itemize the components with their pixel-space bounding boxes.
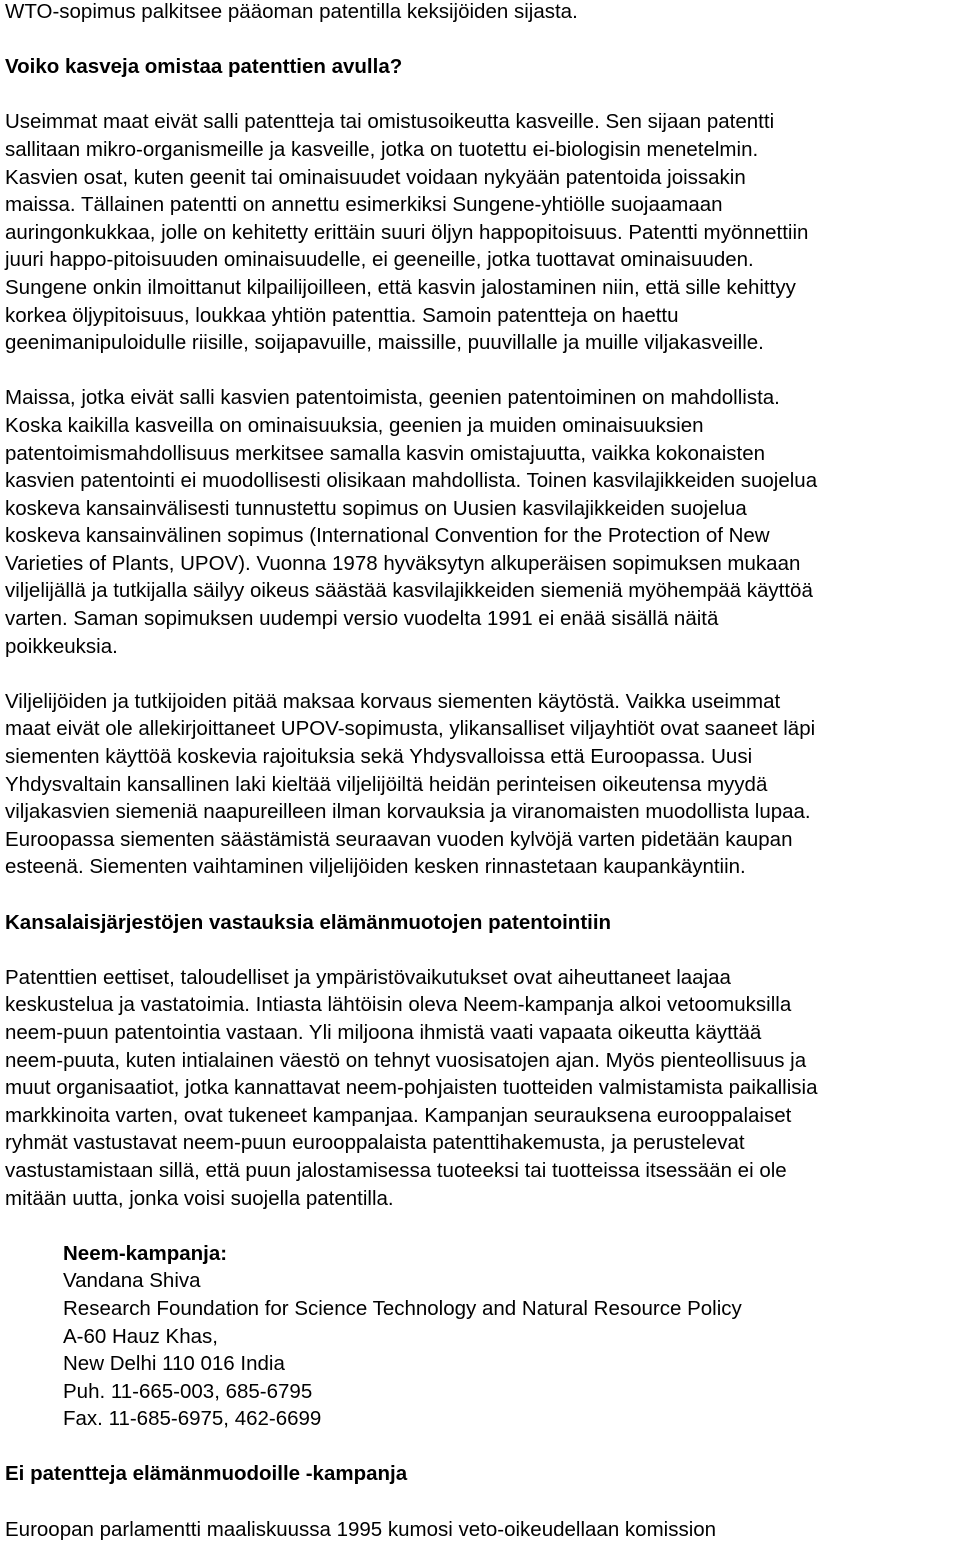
text-line: patentoimismahdollisuus merkitsee samalla kasvin omistajuutta, vaikka kokonaisten <box>5 441 765 465</box>
contact-heading: Neem-kampanja: <box>63 1241 228 1265</box>
text-line: Varieties of Plants, UPOV). Vuonna 1978 hyväksytyn alkuperäisen sopimuksen mukaan <box>5 551 801 575</box>
text-line: maat eivät ole allekirjoittaneet UPOV-sopimusta, ylikansalliset viljayhtiöt ovat saaneet läpi <box>5 717 816 741</box>
text-line: Kasvien osat, kuten geenit tai ominaisuudet voidaan nykyään patentoida joissakin <box>5 165 746 189</box>
text-line: Useimmat maat eivät salli patentteja tai omistusoikeutta kasveille. Sen sijaan patentti <box>5 110 775 134</box>
text-line: Euroopan parlamentti maaliskuussa 1995 kumosi veto-oikeudellaan komission <box>5 1517 717 1541</box>
contact-phone: Puh. 11-665-003, 685-6795 <box>63 1379 313 1403</box>
text-line: Viljelijöiden ja tutkijoiden pitää maksaa korvaus siementen käytöstä. Vaikka useimmat <box>5 689 781 713</box>
text-line: koskeva kansainvälinen sopimus (International Convention for the Protection of New <box>5 524 770 548</box>
text-line: Yhdysvaltain kansallinen laki kieltää viljelijöiltä heidän perinteisen oikeutensa myydä <box>5 772 768 796</box>
contact-organization: Research Foundation for Science Technology and Natural Resource Policy <box>63 1296 742 1320</box>
text-line: geenimanipuloidulle riisille, soijapavuille, maissille, puuvillalle ja muille viljakasveille. <box>5 331 764 355</box>
text-line: kasvien patentointi ei muodollisesti olisikaan mahdollista. Toinen kasvilajikkeiden suojelua <box>5 469 818 493</box>
text-line: mitään uutta, jonka voisi suojella patentilla. <box>5 1186 394 1210</box>
text-line: esteenä. Siementen vaihtaminen viljelijöiden kesken rinnastetaan kaupankäyntiin. <box>5 855 746 879</box>
contact-fax: Fax. 11-685-6975, 462-6699 <box>63 1407 322 1431</box>
text-line: sallitaan mikro-organismeille ja kasveille, jotka on tuotettu ei-biologisin menetelmin. <box>5 137 759 161</box>
spacer <box>5 357 955 385</box>
text-line: juuri happo-pitoisuuden ominaisuudelle, ei geeneille, jotka tuottavat ominaisuuden. <box>5 248 754 272</box>
contact-city: New Delhi 110 016 India <box>63 1352 285 1376</box>
contact-address: A-60 Hauz Khas, <box>63 1324 218 1348</box>
text-line: neem-puuta, kuten intialainen väestö on tehnyt vuosisatojen ajan. Myös pienteollisuus ja <box>5 1048 807 1072</box>
document-page <box>5 0 955 1543</box>
text-line: Koska kaikilla kasveilla on ominaisuuksia, geenien ja muiden ominaisuuksien <box>5 413 704 437</box>
text-line: viljakasvien siemeniä naapureilleen ilman korvauksia ja viranomaisten muodollista lupaa. <box>5 800 811 824</box>
text-line: poikkeuksia. <box>5 634 118 658</box>
spacer <box>5 660 955 688</box>
text-line: neem-puun patentointia vastaan. Yli miljoona ihmistä vaati vapaata oikeutta käyttää <box>5 1020 762 1044</box>
contact-name: Vandana Shiva <box>63 1269 201 1293</box>
intro-sentence: WTO-sopimus palkitsee pääoman patentilla keksijöiden sijasta. <box>5 0 578 23</box>
text-line: vastustamistaan sillä, että puun jalostamisessa tuoteeksi tai tuotteissa itsessään ei ole <box>5 1158 787 1182</box>
paragraph-seed-fees <box>5 688 955 881</box>
text-line: Patenttien eettiset, taloudelliset ja ympäristövaikutukset ovat aiheuttaneet laajaa <box>5 965 731 989</box>
text-line: maissa. Tällainen patentti on annettu esimerkiksi Sungene-yhtiölle suojaamaan <box>5 193 723 217</box>
text-line: Sungene onkin ilmoittanut kilpailijoilleen, että kasvin jalostaminen niin, että sille kehittyy <box>5 275 796 299</box>
text-line: viljelijällä ja tutkijalla säilyy oikeus säästää kasvilajikkeiden siemeniä myöhempää käyttöä <box>5 579 813 603</box>
text-line: ryhmät vastustavat neem-puun eurooppalaista patenttihakemusta, ja perustelevat <box>5 1131 745 1155</box>
paragraph-neem <box>5 964 955 1212</box>
text-line: korkea öljypitoisuus, loukkaa yhtiön patenttia. Samoin patentteja on haettu <box>5 303 679 327</box>
text-line: auringonkukkaa, jolle on kehitetty erittäin suuri öljyn happopitoisuus. Patentti myönnettiin <box>5 220 809 244</box>
text-line: muut organisaatiot, jotka kannattavat neem-pohjaisten tuotteiden valmistamista paikallisia <box>5 1076 818 1100</box>
spacer <box>5 26 955 54</box>
section-heading-voiko: Voiko kasveja omistaa patenttien avulla? <box>5 55 403 79</box>
section-heading-kansalais: Kansalaisjärjestöjen vastauksia elämänmuotojen patentointiin <box>5 910 612 934</box>
spacer <box>5 81 955 109</box>
paragraph-gene-patents <box>5 384 955 660</box>
text-line: markkinoita varten, ovat tukeneet kampanjaa. Kampanjan seurauksena eurooppalaiset <box>5 1103 792 1127</box>
contact-block <box>5 1240 955 1433</box>
text-line: siementen käyttöä koskevia rajoituksia sekä Yhdysvalloissa että Euroopassa. Uusi <box>5 745 753 769</box>
spacer <box>5 1488 955 1516</box>
text-line: keskustelua ja vastatoimia. Intiasta lähtöisin oleva Neem-kampanja alkoi vetoomuksilla <box>5 993 792 1017</box>
paragraph-parliament <box>5 1516 955 1543</box>
text-line: Euroopassa siementen säästämistä seuraavan vuoden kylvöjä varten pidetään kaupan <box>5 827 793 851</box>
text-line: varten. Saman sopimuksen uudempi versio vuodelta 1991 ei enää sisällä näitä <box>5 607 719 631</box>
text-line: Maissa, jotka eivät salli kasvien patentoimista, geenien patentoiminen on mahdollista. <box>5 386 780 410</box>
spacer <box>5 936 955 964</box>
section-heading-ei-patentteja: Ei patentteja elämänmuodoille -kampanja <box>5 1462 408 1486</box>
text-line: koskeva kansainvälisesti tunnustettu sopimus on Uusien kasvilajikkeiden suojelua <box>5 496 747 520</box>
spacer <box>5 881 955 909</box>
spacer <box>5 1212 955 1240</box>
paragraph-plant-patents <box>5 108 955 356</box>
spacer <box>5 1433 955 1461</box>
